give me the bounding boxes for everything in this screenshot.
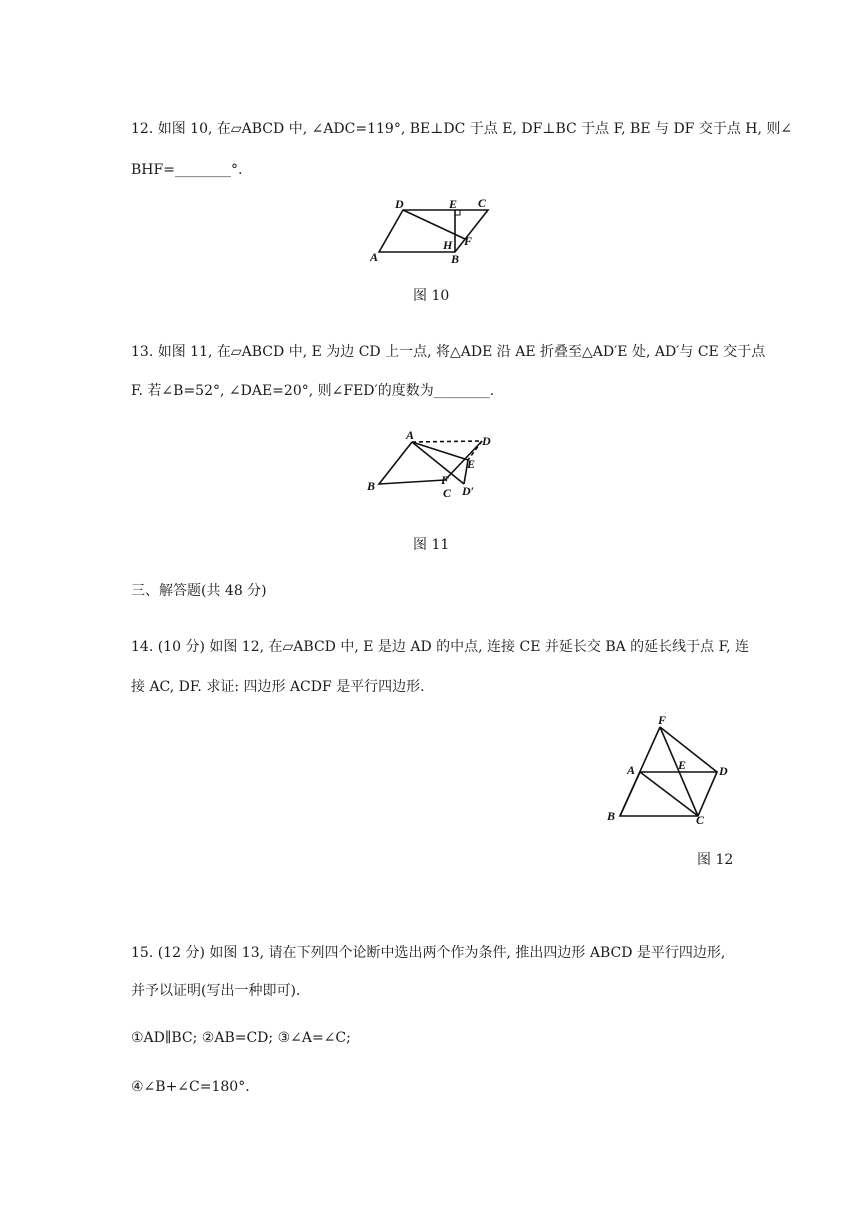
q14-text-line2: 接 AC, DF. 求证: 四边形 ACDF 是平行四边形. [131,679,425,695]
fig11-label-e: E [467,457,476,471]
q15-text-line1: 15. (12 分) 如图 13, 请在下列四个论断中选出两个作为条件, 推出四边形 ABCD 是平行四边形, [131,945,726,961]
fig11-label-c: C [443,486,452,500]
fig11-label-a: A [406,428,415,442]
fig11-label-b: B [367,479,376,493]
q12-text-line1: 12. 如图 10, 在▱ABCD 中, ∠ADC=119°, BE⊥DC 于点 E, DF⊥BC 于点 F, BE 与 DF 交于点 H, 则∠ [131,121,793,137]
fig10-label-f: F [464,234,473,248]
q13-text-line2: F. 若∠B=52°, ∠DAE=20°, 则∠FED′的度数为________. [131,383,495,399]
fig12-label-f: F [658,713,667,727]
fig11-label-d: D [482,434,491,448]
fig10-label-e: E [449,197,458,211]
section-heading: 三、解答题(共 48 分) [131,583,267,599]
fig10-label-d: D [395,197,404,211]
fig12-label-a: A [627,763,636,777]
figure-10-caption: 图 10 [413,288,450,304]
fig11-label-f: F [441,473,450,487]
q15-conditions-line1: ①AD∥BC; ②AB=CD; ③∠A=∠C; [131,1030,351,1046]
fig12-label-e: E [678,758,687,772]
q15-conditions-line2: ④∠B+∠C=180°. [131,1079,250,1095]
q15-text-line2: 并予以证明(写出一种即可). [131,983,301,999]
q13-text-line1: 13. 如图 11, 在▱ABCD 中, E 为边 CD 上一点, 将△ADE 沿 AE 折叠至△AD′E 处, AD′与 CE 交于点 [131,344,766,360]
fig10-label-h: H [443,238,453,252]
fig12-label-d: D [719,764,728,778]
figure-12-caption: 图 12 [697,852,734,868]
figure-11-folded-parallelogram [360,425,500,500]
fig12-label-c: C [696,813,705,827]
fig10-label-a: A [370,250,379,264]
q12-text-line2: BHF=________°. [131,162,243,178]
figure-11-caption: 图 11 [413,537,450,553]
figure-12-parallelogram [600,712,740,827]
q14-text-line1: 14. (10 分) 如图 12, 在▱ABCD 中, E 是边 AD 的中点, 连接 CE 并延长交 BA 的延长线于点 F, 连 [131,639,750,655]
fig10-label-b: B [451,252,460,266]
fig12-label-b: B [607,809,616,823]
fig10-label-c: C [478,196,487,210]
figure-10-parallelogram [365,193,495,268]
fig11-label-d-prime: D′ [462,484,475,498]
